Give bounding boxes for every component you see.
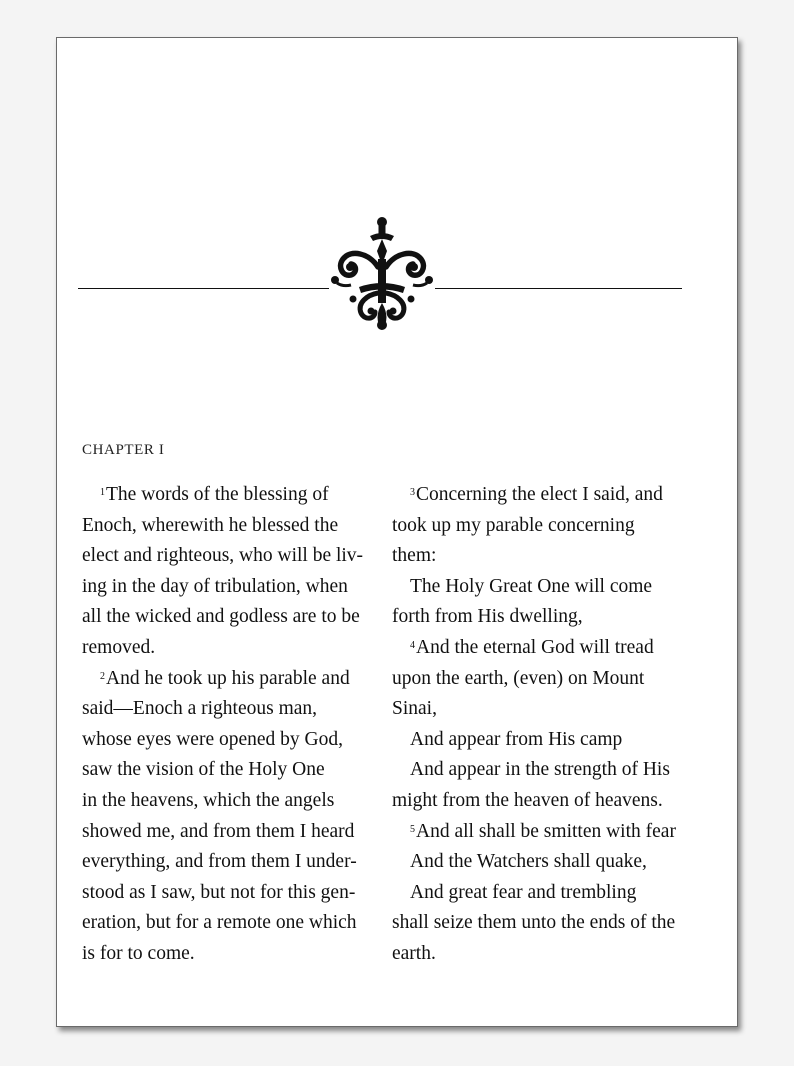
verse-text: And all shall be smitten with fear: [416, 820, 676, 842]
verse-4-line: And appear in the strength of His: [410, 759, 670, 781]
verse-text: Concerning the elect I said, and: [416, 484, 663, 505]
verse-2-line: stood as I saw, but not for this gen-: [82, 881, 356, 903]
verse-2-line: in the heavens, which the angels: [82, 789, 335, 811]
verse-text: And the eternal God will tread: [416, 636, 654, 658]
verse-2-line: everything, and from them I under-: [82, 851, 357, 873]
verse-3-line: forth from His dwelling,: [392, 606, 583, 628]
verse-5-line: shall seize them unto the ends of the: [392, 912, 676, 934]
verse-1-line: [82, 480, 375, 511]
verse-4-line: Sinai,: [392, 698, 437, 720]
verse-2-line: is for to come.: [82, 942, 195, 964]
verse-text: The words of the blessing of: [106, 484, 329, 505]
verse-4-line: And appear from His camp: [410, 728, 623, 750]
verse-2-line: saw the vision of the Holy One: [82, 759, 325, 781]
verse-3-line: [392, 480, 684, 511]
verse-4-line: [392, 633, 684, 664]
chapter-heading: CHAPTER I: [82, 442, 165, 458]
verse-2-line: showed me, and from them I heard: [82, 820, 355, 842]
verse-2-line: eration, but for a remote one which: [82, 912, 357, 934]
verse-5-line: And great fear and trembling: [410, 881, 637, 903]
verse-number: 1: [100, 487, 105, 498]
verse-5-line: earth.: [392, 942, 436, 964]
verse-1-line: all the wicked and godless are to be: [82, 606, 360, 628]
verse-3-line: The Holy Great One will come: [410, 575, 653, 597]
fleur-de-lis-ornament-icon: [329, 215, 435, 331]
verse-number: 5: [410, 823, 415, 835]
left-column: [82, 480, 375, 970]
verse-2-line: said—Enoch a righteous man,: [82, 698, 318, 720]
verse-text: And he took up his parable and: [106, 667, 350, 689]
verse-number: 3: [410, 487, 415, 498]
verse-2-line: whose eyes were opened by God,: [82, 728, 344, 750]
verse-3-line: them:: [392, 545, 437, 567]
verse-5-line: [392, 817, 684, 848]
verse-1-line: Enoch, wherewith he blessed the: [82, 514, 339, 536]
verse-number: 4: [410, 639, 415, 651]
verse-1-line: ing in the day of tribulation, when: [82, 575, 348, 597]
verse-1-line: removed.: [82, 636, 156, 658]
book-page: [56, 37, 738, 1027]
verse-number: 2: [100, 670, 105, 682]
right-column: [392, 480, 684, 970]
verse-3-line: took up my parable concerning: [392, 514, 635, 536]
verse-4-line: upon the earth, (even) on Mount: [392, 667, 645, 689]
verse-4-line: might from the heaven of heavens.: [392, 789, 663, 811]
verse-5-line: And the Watchers shall quake,: [410, 851, 647, 873]
verse-2-line: [82, 664, 375, 695]
verse-1-line: elect and righteous, who will be liv-: [82, 545, 364, 567]
